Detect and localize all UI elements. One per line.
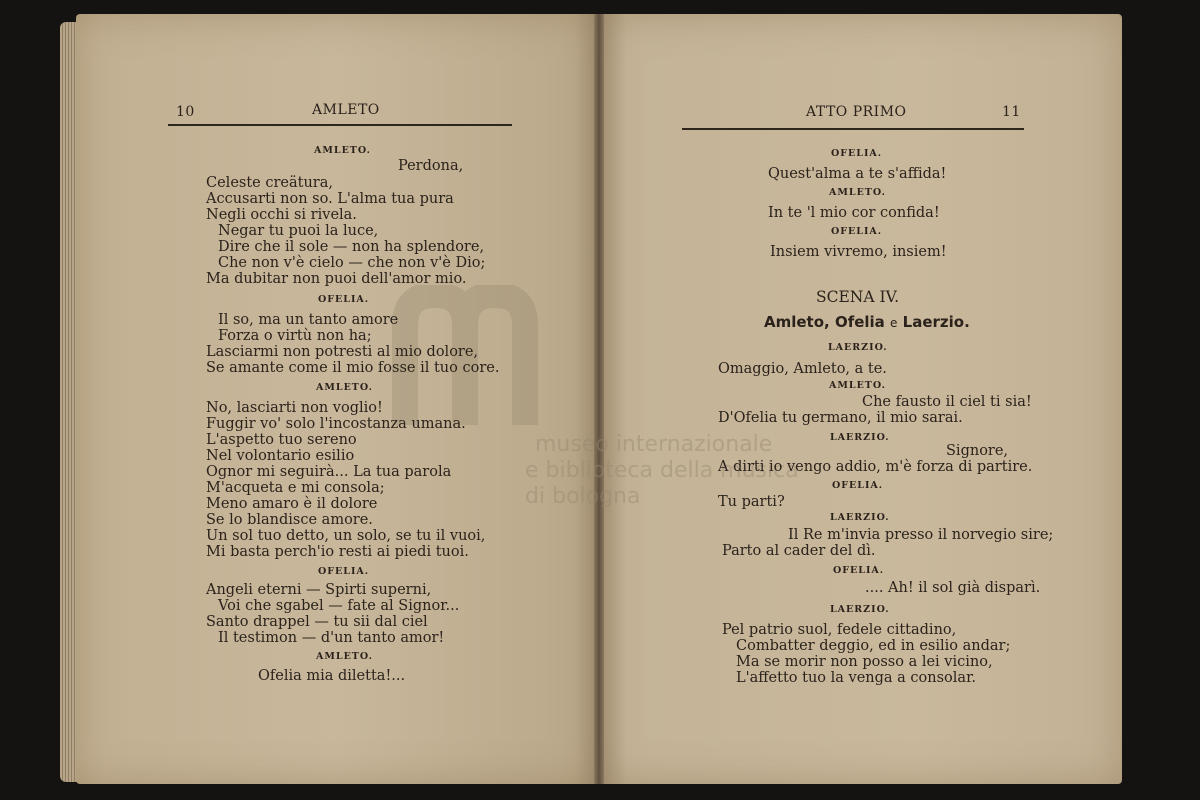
book-gutter: [594, 14, 604, 784]
speaker-label: LAERZIO.: [830, 604, 890, 615]
verse-line: Santo drappel — tu sii dal ciel: [206, 614, 428, 630]
verse-line: Omaggio, Amleto, a te.: [718, 361, 887, 377]
verse-line: Parto al cader del dì.: [722, 543, 876, 559]
left-header-rule: [168, 124, 512, 126]
verse-line: .... Ah! il sol già disparì.: [865, 580, 1041, 596]
verse-line: Tu parti?: [718, 494, 785, 510]
speaker-label: LAERZIO.: [830, 512, 890, 523]
speaker-label: LAERZIO.: [830, 432, 890, 443]
verse-line: Insiem vivremo, insiem!: [770, 244, 947, 260]
verse-line: Ma se morir non posso a lei vicino,: [736, 654, 993, 670]
verse-line: Forza o virtù non ha;: [218, 328, 372, 344]
verse-line: Il Re m'invia presso il norvegio sire;: [788, 527, 1054, 543]
watermark-line-1: museo internazionale: [535, 432, 773, 457]
verse-line: No, lasciarti non voglio!: [206, 400, 383, 416]
verse-line: Perdona,: [398, 158, 464, 174]
verse-line: Nel volontario esilio: [206, 448, 355, 464]
speaker-label: OFELIA.: [318, 294, 370, 305]
verse-line: Meno amaro è il dolore: [206, 496, 378, 512]
verse-line: Ma dubitar non puoi dell'amor mio.: [206, 271, 467, 287]
verse-line: Dire che il sole — non ha splendore,: [218, 239, 485, 255]
scene-characters-conj: e: [890, 316, 898, 330]
verse-line: D'Ofelia tu germano, il mio sarai.: [718, 410, 963, 426]
verse-line: Voi che sgabel — fate al Signor...: [218, 598, 460, 614]
speaker-label: OFELIA.: [318, 566, 370, 577]
left-page-number: 10: [176, 104, 195, 120]
verse-line: In te 'l mio cor confida!: [768, 205, 940, 221]
verse-line: Combatter deggio, ed in esilio andar;: [736, 638, 1011, 654]
verse-line: Se lo blandisce amore.: [206, 512, 373, 528]
verse-line: Che fausto il ciel ti sia!: [862, 394, 1032, 410]
watermark-line-3: di bologna: [525, 484, 641, 509]
scene-title: SCENA IV.: [816, 288, 900, 306]
verse-line: Ognor mi seguirà... La tua parola: [206, 464, 452, 480]
right-header-rule: [682, 128, 1024, 130]
verse-line: Un sol tuo detto, un solo, se tu il vuoi,: [206, 528, 486, 544]
verse-line: Che non v'è cielo — che non v'è Dio;: [218, 255, 486, 271]
speaker-label: OFELIA.: [832, 480, 884, 491]
speaker-label: AMLETO.: [829, 187, 886, 198]
verse-line: Pel patrio suol, fedele cittadino,: [722, 622, 957, 638]
verse-line: L'affetto tuo la venga a consolar.: [736, 670, 977, 686]
verse-line: Accusarti non so. L'alma tua pura: [206, 191, 454, 207]
left-running-title: AMLETO: [312, 102, 380, 118]
right-running-title: ATTO PRIMO: [806, 104, 907, 120]
speaker-label: LAERZIO.: [828, 342, 888, 353]
verse-line: Angeli eterni — Spirti superni,: [206, 582, 432, 598]
speaker-label: AMLETO.: [316, 651, 373, 662]
verse-line: Il so, ma un tanto amore: [218, 312, 399, 328]
watermark-line-2: e biblioteca della musica: [525, 458, 799, 483]
speaker-label: OFELIA.: [833, 565, 885, 576]
verse-line: L'aspetto tuo sereno: [206, 432, 357, 448]
scene-characters-last: Laerzio.: [902, 313, 970, 331]
verse-line: Ofelia mia diletta!...: [258, 668, 406, 684]
speaker-label: OFELIA.: [831, 148, 883, 159]
right-page-number: 11: [1002, 104, 1021, 120]
verse-line: Il testimon — d'un tanto amor!: [218, 630, 445, 646]
verse-line: Negar tu puoi la luce,: [218, 223, 379, 239]
scene-characters: [764, 313, 970, 331]
verse-line: Celeste creätura,: [206, 175, 333, 191]
verse-line: Negli occhi si rivela.: [206, 207, 357, 223]
verse-line: Mi basta perch'io resti ai piedi tuoi.: [206, 544, 469, 560]
scene-characters-first: Amleto, Ofelia: [764, 313, 885, 331]
verse-line: Fuggir vo' solo l'incostanza umana.: [206, 416, 466, 432]
speaker-label: AMLETO.: [829, 380, 886, 391]
verse-line: Lasciarmi non potresti al mio dolore,: [206, 344, 479, 360]
speaker-label: OFELIA.: [831, 226, 883, 237]
verse-line: A dirti io vengo addio, m'è forza di partire.: [718, 459, 1033, 475]
verse-line: M'acqueta e mi consola;: [206, 480, 385, 496]
verse-line: Quest'alma a te s'affida!: [768, 166, 947, 182]
speaker-label: AMLETO.: [316, 382, 373, 393]
verse-line: Se amante come il mio fosse il tuo core.: [206, 360, 500, 376]
verse-line: Signore,: [946, 443, 1009, 459]
speaker-label: AMLETO.: [314, 145, 371, 156]
